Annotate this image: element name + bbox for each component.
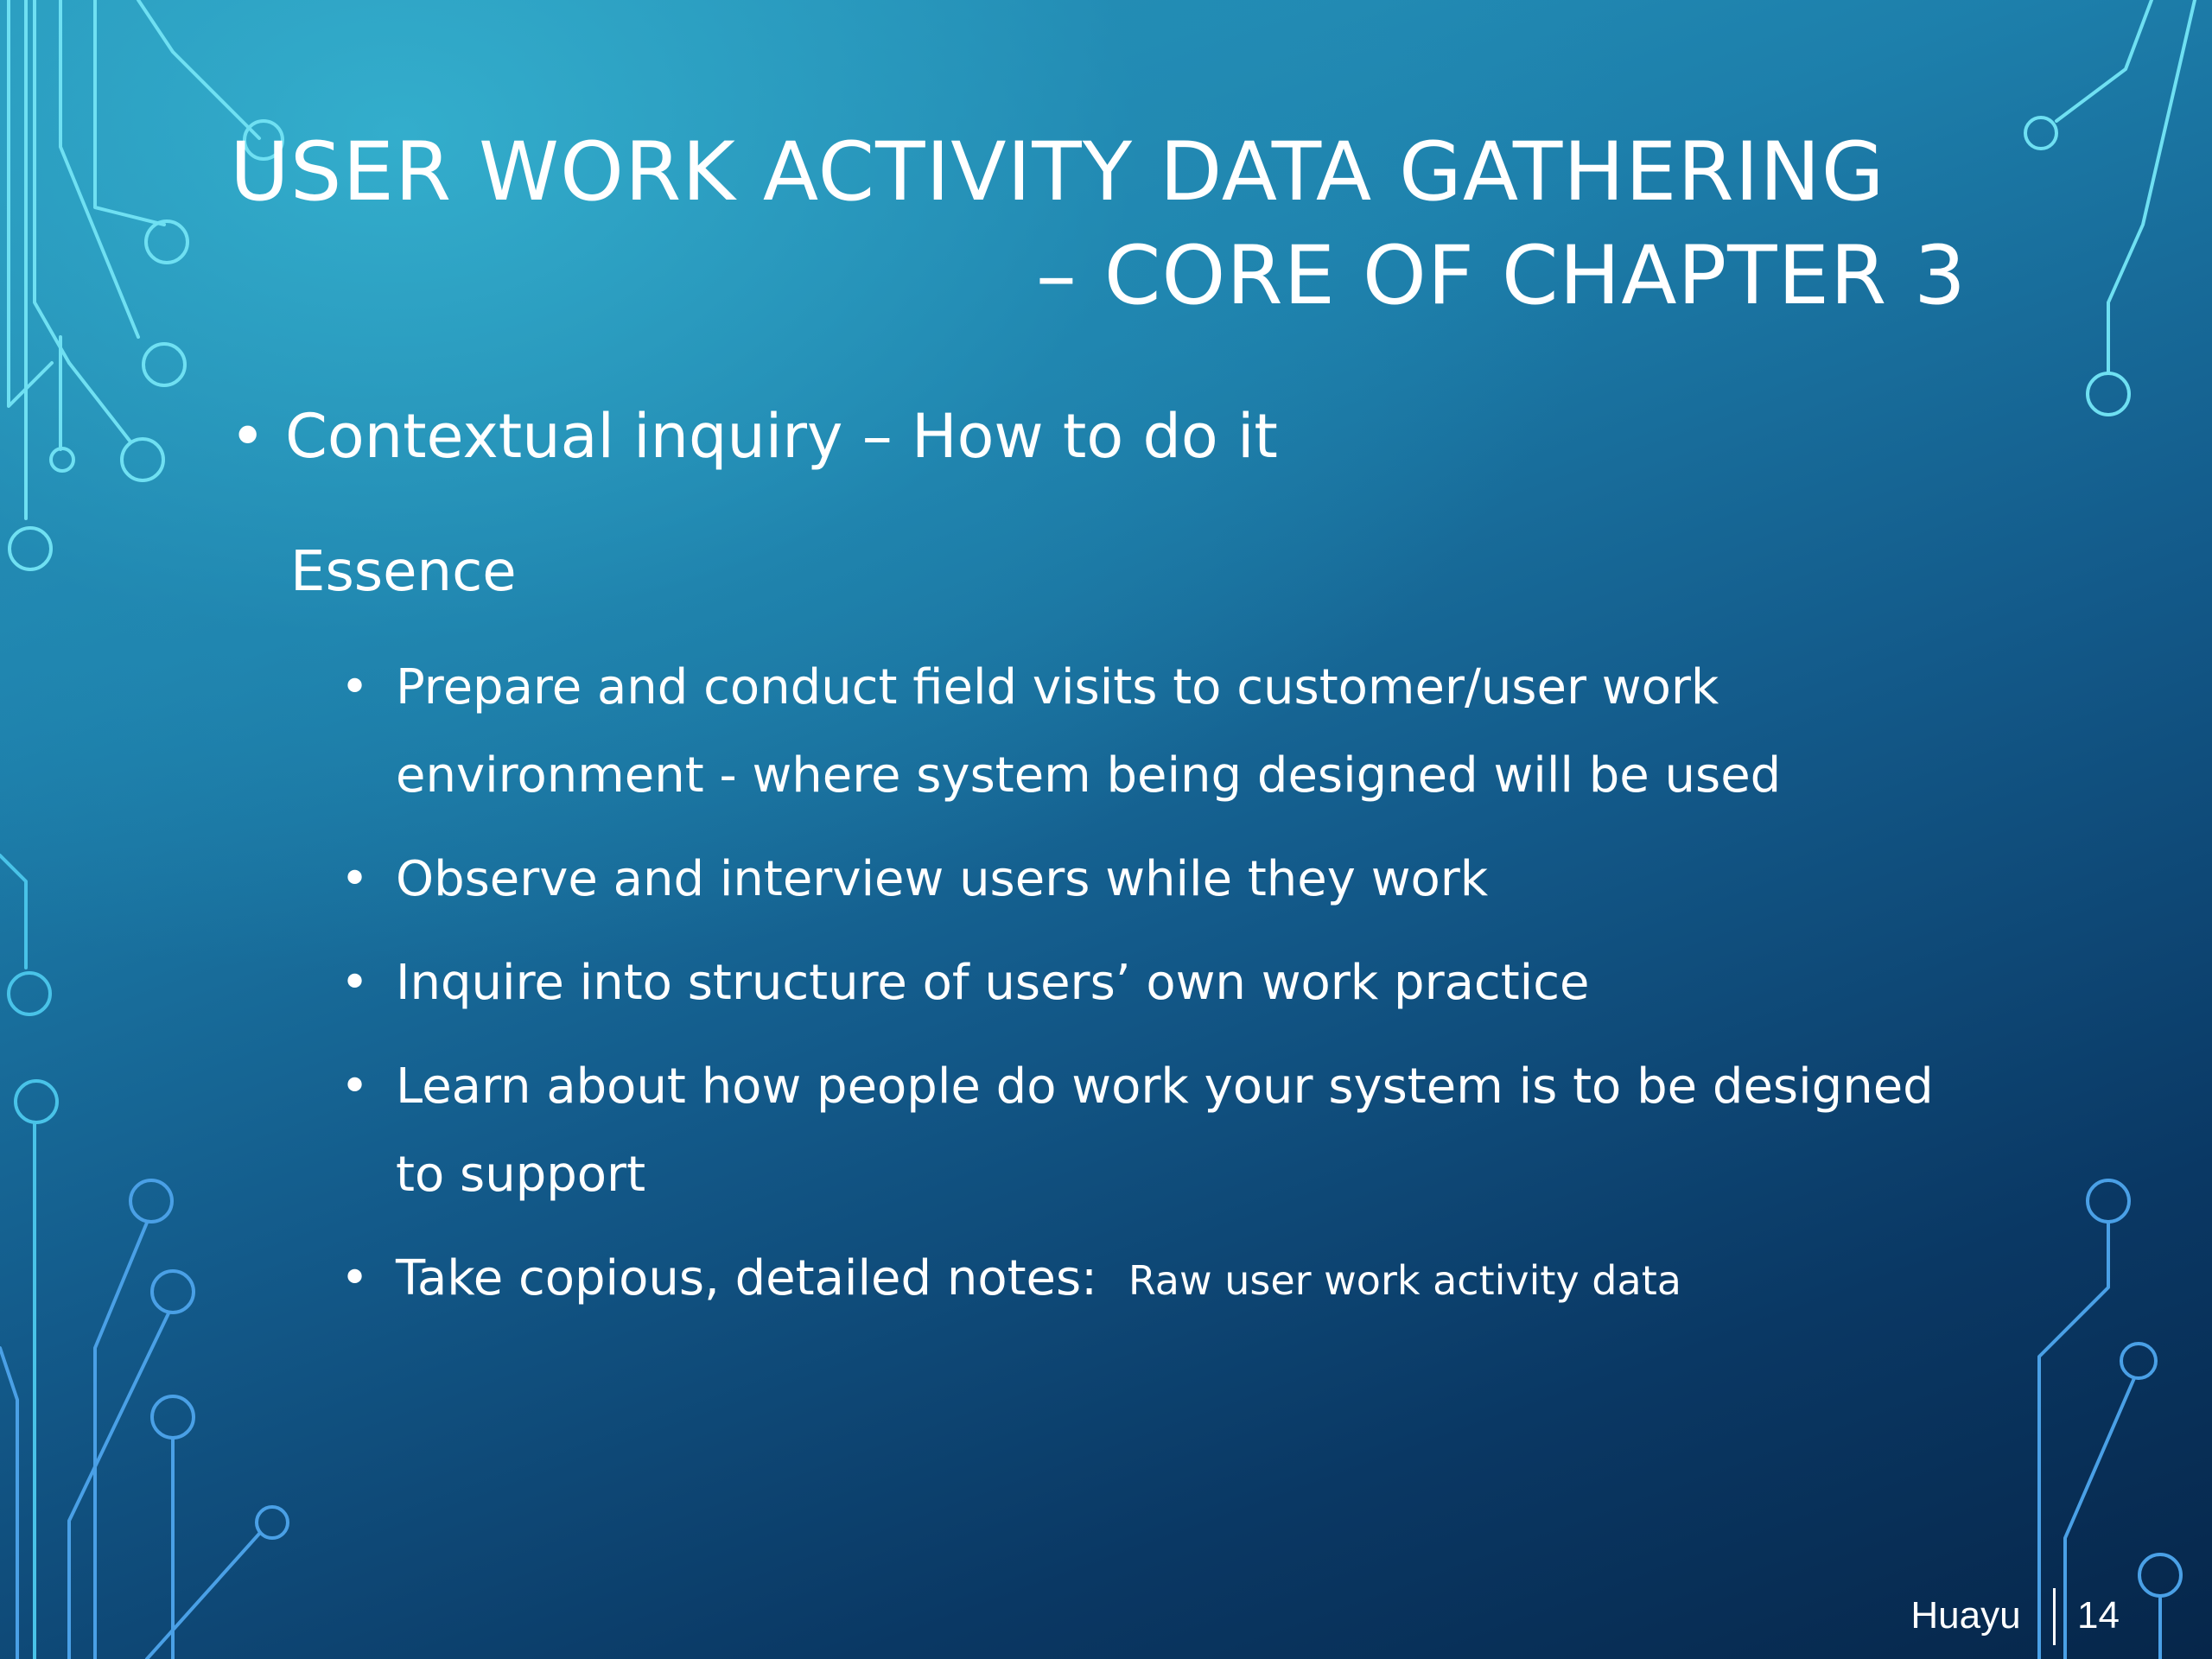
sub-bullet-small-text: Raw user work activity data	[1128, 1257, 1681, 1304]
circuit-bottom-left	[0, 1180, 288, 1659]
main-bullet-text: Contextual inquiry – How to do it	[285, 401, 1278, 472]
title-line-1: USER WORK ACTIVITY DATA GATHERING	[230, 125, 1885, 219]
sub-bullet-text: Take copious, detailed notes:	[396, 1250, 1098, 1306]
sub-bullet-text: Learn about how people do work your system is to be designed to support	[396, 1058, 1934, 1203]
sub-bullet-text: Prepare and conduct field visits to customer/user work environment - where system being designed will be used	[396, 659, 1782, 804]
bullet-dot: •	[340, 955, 370, 1011]
sub-bullet-text: Inquire into structure of users’ own work practice	[396, 955, 1590, 1011]
sub-bullet-list	[340, 644, 1982, 1340]
title-line-2: – CORE OF CHAPTER 3	[1035, 229, 1967, 323]
circuit-top-right	[2025, 0, 2195, 415]
sub-bullet-text: Observe and interview users while they work	[396, 851, 1489, 907]
sub-bullet-5	[340, 1235, 1982, 1325]
bullet-dot: •	[230, 401, 266, 472]
bullet-dot: •	[340, 1250, 370, 1306]
slide-title	[230, 121, 1967, 328]
sub-bullet-3	[340, 939, 1982, 1027]
footer-author: Huayu	[1910, 1594, 2021, 1637]
sub-bullet-2	[340, 836, 1982, 924]
footer-divider	[2053, 1588, 2056, 1645]
subheading: Essence	[290, 540, 517, 604]
bullet-dot: •	[340, 659, 370, 715]
sub-bullet-1	[340, 644, 1982, 820]
slide-number: 14	[2077, 1594, 2120, 1637]
circuit-bottom-right	[2039, 1180, 2181, 1659]
sub-bullet-4	[340, 1043, 1982, 1219]
bullet-dot: •	[340, 851, 370, 907]
bullet-dot: •	[340, 1058, 370, 1115]
circuit-left-middle	[0, 855, 57, 1659]
